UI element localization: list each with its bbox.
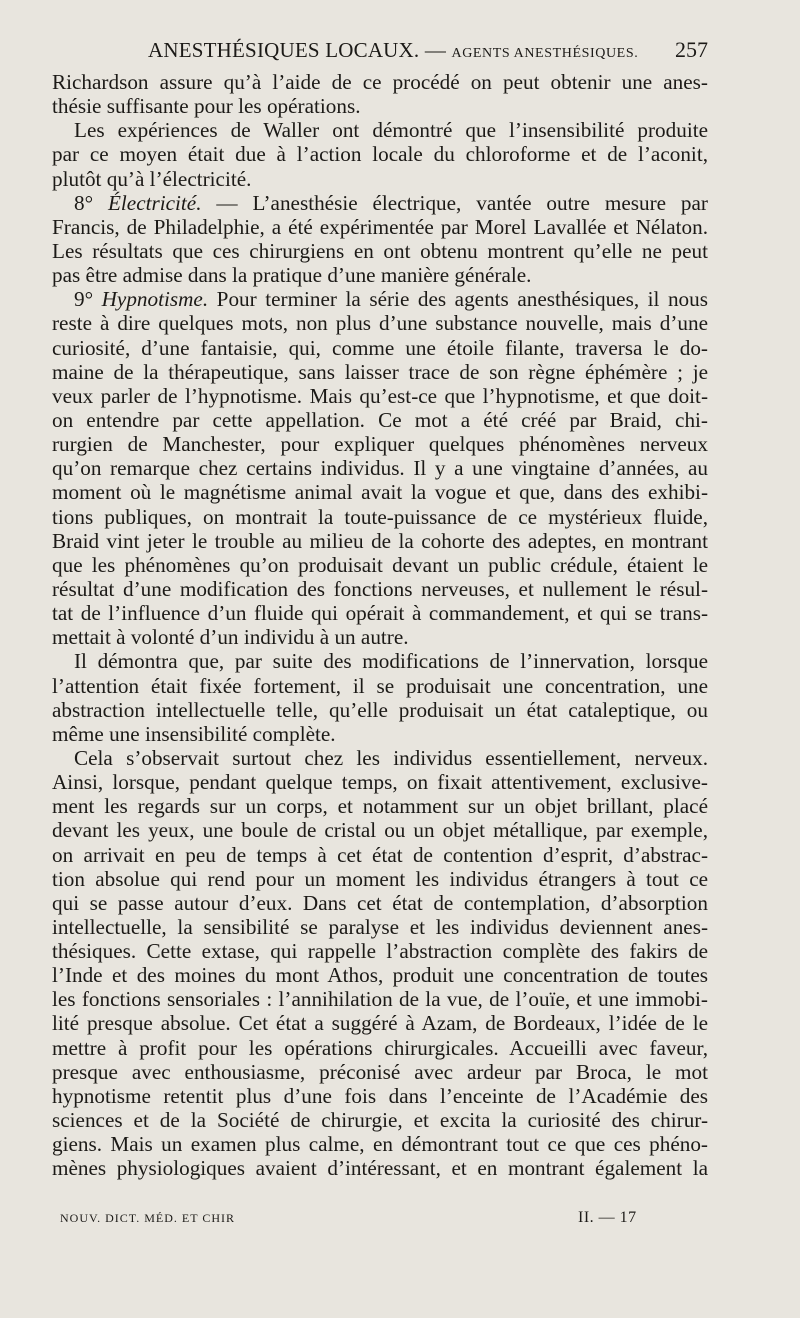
text-line: qui se passe autour d’eux. Dans cet état de contemplation, d’absorption — [52, 890, 708, 915]
text-line: sciences et de la Société de chirurgie, et excita la curiosité des chirur- — [52, 1108, 708, 1133]
text-line: mettre à profit pour les opérations chirurgicales. Accueilli avec faveur, — [52, 1035, 708, 1060]
text-line: qu’on remarque chez certains individus. Il y a une vingtaine d’années, au — [52, 456, 708, 481]
text-line: rurgien de Manchester, pour expliquer quelques phénomènes nerveux — [52, 432, 708, 457]
text-line: Cela s’observait surtout chez les individus essentiellement, nerveux. — [74, 745, 708, 770]
text-line: Il démontra que, par suite des modifications de l’innervation, lorsque — [74, 649, 708, 674]
text-line: par ce moyen était due à l’action locale du chloroforme et de l’aconit, — [52, 142, 708, 167]
text-line: devant les yeux, une boule de cristal ou un objet métallique, par exemple, — [52, 818, 708, 843]
text-line: Braid vint jeter le trouble au milieu de la cohorte des adeptes, en montrant — [52, 528, 708, 553]
text-line: mettait à volonté d’un individu à un autre. — [52, 625, 409, 650]
text-line: on arrivait en peu de temps à cet état de contention d’esprit, d’abstrac- — [52, 842, 708, 867]
running-title — [148, 34, 638, 70]
text-line: 8° Électricité. — L’anesthésie électrique, vantée outre mesure par — [74, 190, 708, 215]
text-line: reste à dire quelques mots, non plus d’une substance nouvelle, mais d’une — [52, 311, 708, 336]
text-line: intellectuelle, la sensibilité se paralyse et les individus deviennent anes- — [52, 914, 708, 939]
text-line: tions publiques, on montrait la toute-puissance de ce mystérieux fluide, — [52, 504, 708, 529]
text-line: presque avec enthousiasme, préconisé avec ardeur par Broca, le mot — [52, 1059, 708, 1084]
printer-signature: NOUV. DICT. MÉD. ET CHIR — [60, 1211, 236, 1225]
text-line: Francis, de Philadelphie, a été expérimentée par Morel Lavallée et Nélaton. — [52, 214, 708, 239]
page-number: 257 — [675, 37, 708, 62]
running-title-main: ANESTHÉSIQUES LOCAUX. — [148, 38, 420, 62]
text-line: thésiques. Cette extase, qui rappelle l’abstraction complète des fakirs de — [52, 939, 708, 964]
text-line: lité presque absolue. Cet état a suggéré à Azam, de Bordeaux, l’idée de le — [52, 1011, 708, 1036]
text-line: ment les regards sur un corps, et notamment sur un objet brillant, placé — [52, 794, 708, 819]
text-line: maine de la thérapeutique, sans laisser trace de son règne éphémère ; je — [52, 359, 708, 384]
gathering-mark: II. — 17 — [578, 1209, 637, 1226]
running-header — [52, 34, 708, 66]
text-line: tat de l’influence d’un fluide qui opérait à commandement, et qui se trans- — [52, 601, 708, 626]
text-line: plutôt qu’à l’électricité. — [52, 166, 252, 191]
text-line: Richardson assure qu’à l’aide de ce procédé on peut obtenir une anes- — [52, 70, 708, 94]
text-line: abstraction intellectuelle telle, qu’elle produisait un état cataleptique, ou — [52, 697, 708, 722]
text-line: giens. Mais un examen plus calme, en démontrant tout ce que ces phéno- — [52, 1132, 708, 1157]
italic-term: Hypnotisme. — [101, 287, 209, 312]
text-line: 9° Hypnotisme. Pour terminer la série des agents anesthésiques, il nous — [74, 287, 708, 312]
text-line: l’attention était fixée fortement, il se produisait une concentration, une — [52, 673, 708, 698]
text-line: que les phénomènes qu’on produisait devant un public crédule, étaient le — [52, 552, 708, 577]
text-line: on entendre par cette appellation. Ce mot a été créé par Braid, chi- — [52, 407, 708, 432]
text-line: l’Inde et des moines du mont Athos, produit une concentration de toutes — [52, 963, 708, 988]
text-line: Les expériences de Waller ont démontré que l’insensibilité produite — [74, 118, 708, 143]
text-line: tion absolue qui rend pour un moment les individus étrangers à tout ce — [52, 866, 708, 891]
running-title-sub: AGENTS ANESTHÉSIQUES. — [451, 46, 639, 61]
signature-footer — [60, 1206, 700, 1230]
text-line: curiosité, d’une fantaisie, qui, comme une étoile filante, traversa le do- — [52, 335, 708, 360]
body-text — [52, 70, 708, 1180]
italic-term: Électricité. — [107, 190, 202, 215]
text-line: veux parler de l’hypnotisme. Mais qu’est-ce que l’hypnotisme, et que doit- — [52, 383, 708, 408]
text-line: même une insensibilité complète. — [52, 721, 336, 746]
running-title-separator: — — [419, 38, 452, 62]
text-line: résultat d’une modification des fonctions nerveuses, et nullement le résul- — [52, 576, 708, 601]
text-line: Les résultats que ces chirurgiens en ont obtenu montrent qu’elle ne peut — [52, 238, 708, 263]
text-line: Ainsi, lorsque, pendant quelque temps, on fixait attentivement, exclusive- — [52, 770, 708, 795]
text-line: hypnotisme retentit plus d’une fois dans l’enceinte de l’Académie des — [52, 1083, 708, 1108]
text-line: mènes physiologiques avaient d’intéressant, et en montrant également la — [52, 1156, 708, 1181]
text-line: moment où le magnétisme animal avait la vogue et que, dans des exhibi- — [52, 480, 708, 505]
text-line: thésie suffisante pour les opérations. — [52, 94, 361, 119]
text-line: les fonctions sensoriales : l’annihilation de la vue, de l’ouïe, et une immobi- — [52, 987, 708, 1012]
text-line: pas être admise dans la pratique d’une manière générale. — [52, 263, 532, 288]
